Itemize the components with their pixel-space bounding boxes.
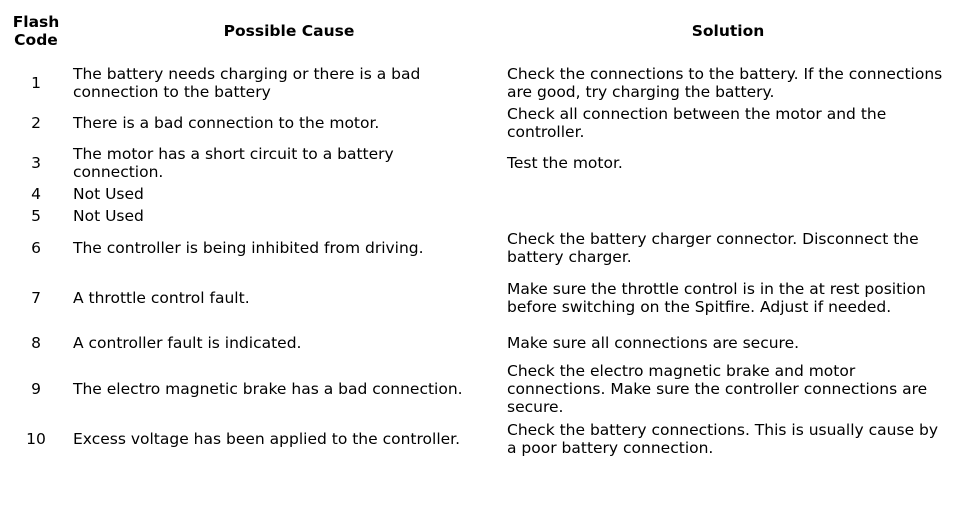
- flash-code-cell: 2: [31, 113, 41, 132]
- cause-cell: A controller fault is indicated.: [73, 334, 302, 352]
- solution-cell: Check the electro magnetic brake and motor connections. Make sure the controller connections are secure.: [507, 361, 928, 416]
- solution-cell: Check the battery connections. This is usually cause by a poor battery connection.: [507, 420, 939, 457]
- table-row: [0, 227, 950, 269]
- possible-cause-header: Possible Cause: [223, 22, 355, 40]
- solution-cell: Make sure the throttle control is in the at rest position before switching on the Spitfire. Adjust if needed.: [507, 279, 926, 316]
- table-row: [0, 418, 950, 460]
- cause-cell: Not Used: [73, 184, 144, 203]
- flash-code-cell: 6: [31, 238, 41, 257]
- flash-code-cell: 5: [31, 206, 41, 225]
- cause-cell: Not Used: [73, 206, 144, 225]
- flash-code-cell: 4: [31, 184, 41, 203]
- cause-cell: The motor has a short circuit to a battery connection.: [73, 144, 394, 181]
- flash-code-cell: 7: [31, 288, 41, 307]
- solution-header: Solution: [691, 22, 765, 40]
- flash-code-cell: 1: [31, 73, 41, 92]
- cause-cell: There is a bad connection to the motor.: [73, 113, 380, 132]
- cause-cell: Excess voltage has been applied to the controller.: [73, 429, 461, 448]
- cause-cell: The battery needs charging or there is a bad connection to the battery: [73, 64, 421, 101]
- solution-cell: Check the battery charger connector. Disconnect the battery charger.: [507, 229, 919, 266]
- cause-cell: A throttle control fault.: [73, 288, 250, 307]
- cause-cell: The controller is being inhibited from driving.: [73, 238, 424, 257]
- flash-code-cell: 10: [26, 429, 46, 448]
- table-row: [0, 327, 950, 360]
- table-row: [0, 360, 950, 418]
- table-row: [0, 143, 950, 183]
- solution-cell: Make sure all connections are secure.: [507, 334, 800, 352]
- flash-code-table: [0, 10, 950, 460]
- solution-cell: Test the motor.: [507, 153, 623, 172]
- cause-cell: The electro magnetic brake has a bad connection.: [73, 379, 463, 398]
- solution-cell: Check all connection between the motor and the controller.: [507, 104, 887, 141]
- table-row: [0, 205, 950, 227]
- table-header-row: [0, 10, 950, 63]
- solution-cell: Check the connections to the battery. If the connections are good, try charging the battery.: [507, 64, 943, 101]
- table-row: [0, 269, 950, 327]
- table-row: [0, 63, 950, 103]
- flash-code-cell: 8: [31, 334, 41, 352]
- table-row: [0, 103, 950, 143]
- flash-code-cell: 3: [31, 153, 41, 172]
- solution-cell: [506, 183, 950, 205]
- flash-code-cell: 9: [31, 379, 41, 398]
- solution-cell: [506, 205, 950, 227]
- flash-code-header: Flash Code: [12, 13, 60, 49]
- table-row: [0, 183, 950, 205]
